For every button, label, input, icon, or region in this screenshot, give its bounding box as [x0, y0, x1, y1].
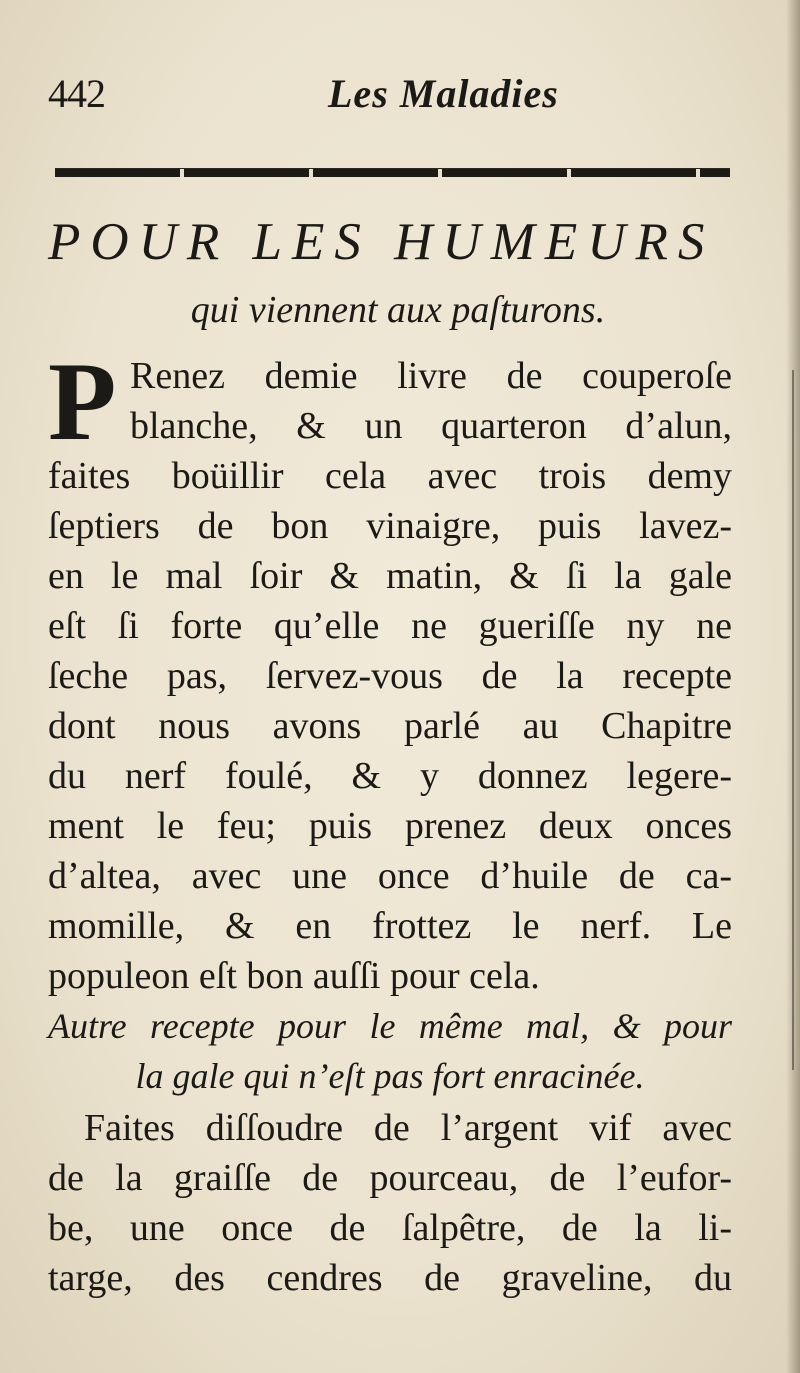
recipe-title-line: Autre recepte pour le même mal, & pour	[48, 1006, 732, 1046]
text-line: targe, des cendres de graveline, du	[48, 1257, 732, 1299]
text-line: Faites diſſoudre de l’argent vif avec	[84, 1107, 732, 1149]
section-subheading: qui viennent aux paſturons.	[190, 289, 606, 331]
text-line: de la graiſſe de pourceau, de l’eufor-	[48, 1157, 732, 1199]
text-line: ſeptiers de bon vinaigre, puis lavez-	[48, 505, 732, 547]
text-line: momille, & en frottez le nerf. Le	[48, 905, 732, 947]
text-line: blanche, & un quarteron d’alun,	[130, 405, 732, 447]
page-edge-shadow	[786, 0, 800, 1373]
text-line: eſt ſi forte qu’elle ne gueriſſe ny ne	[48, 605, 732, 647]
drop-capital: P	[48, 340, 117, 464]
text-line: populeon eſt bon auſſi pour cela.	[48, 955, 540, 997]
text-line: du nerf foulé, & y donnez legere-	[48, 755, 732, 797]
text-line: d’altea, avec une once d’huile de ca-	[48, 855, 732, 897]
text-line: Renez demie livre de couperoſe	[130, 355, 732, 397]
ornamental-rule	[55, 168, 730, 177]
text-line: en le mal ſoir & matin, & ſi la gale	[48, 555, 732, 597]
text-line: be, une once de ſalpêtre, de la li-	[48, 1207, 732, 1249]
text-line: ment le feu; puis prenez deux onces	[48, 805, 732, 847]
running-head	[48, 70, 748, 130]
recipe-title-line: la gale qui n’eſt pas fort enracinée.	[135, 1056, 645, 1096]
text-line: dont nous avons parlé au Chapitre	[48, 705, 732, 747]
section-heading: POUR LES HUMEURS	[48, 213, 715, 271]
text-line: faites boüillir cela avec trois demy	[48, 455, 732, 497]
text-line: ſeche pas, ſervez-vous de la recepte	[48, 655, 732, 697]
page-number: 442	[48, 71, 105, 116]
running-head-title: Les Maladies	[328, 71, 559, 116]
